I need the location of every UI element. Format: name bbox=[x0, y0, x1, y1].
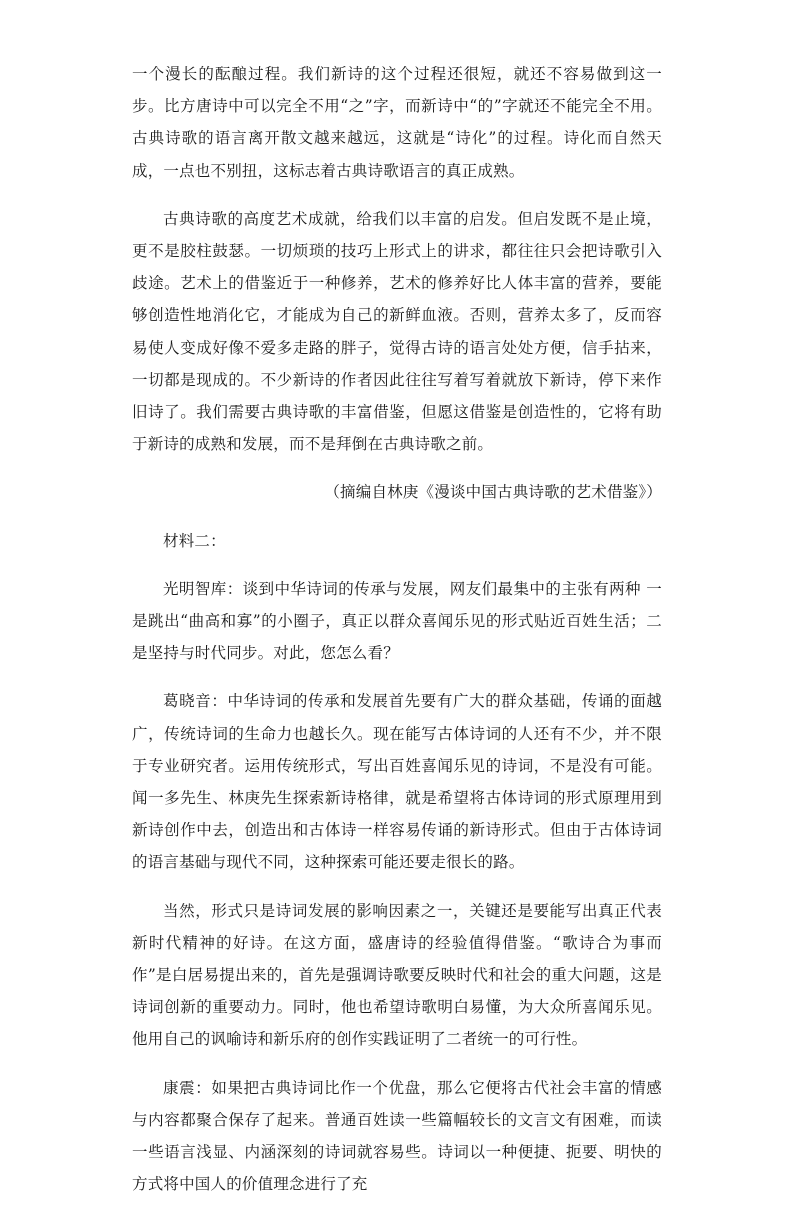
source-citation: （摘编自林庚《漫谈中国古典诗歌的艺术借鉴》） bbox=[324, 483, 662, 502]
material-label: 材料二： bbox=[163, 531, 226, 550]
interview-answer-ge-1: 葛晓音：中华诗词的传承和发展首先要有广大的群众基础，传诵的面越广，传统诗词的生命力也越长久。现在能写古体诗词的人还有不少，并不限于专业研究者。运用传统形式，写出百姓喜闻乐见的诗词，不是没有可能。闻一多先生、林庚先生探索新诗格律，就是希望将古体诗词的形式原理用到新诗创作中去，创造出和古体诗一样容易传诵的新诗形式。但由于古体诗词的语言基础与现代不同，这种探索可能还要走很长的路。 bbox=[132, 692, 662, 872]
interview-answer-kang: 康震：如果把古典诗词比作一个优盘，那么它便将古代社会丰富的情感与内容都聚合保存了起来。普通百姓读一些篇幅较长的文言文有困难，而读一些语言浅显、内涵深刻的诗词就容易些。诗词以一种便捷、扼要、明快的方式将中国人的价值理念进行了充 bbox=[132, 1078, 662, 1194]
paragraph-1: 一个漫长的酝酿过程。我们新诗的这个过程还很短，就还不容易做到这一步。比方唐诗中可以完全不用“之”字，而新诗中“的”字就还不能完全不用。古典诗歌的语言离开散文越来越远，这就是“诗化”的过程。诗化而自然天成，一点也不别扭，这标志着古典诗歌语言的真正成熟。 bbox=[132, 65, 662, 180]
interview-question: 光明智库：谈到中华诗词的传承与发展，网友们最集中的主张有两种 一是跳出“曲高和寡”的小圈子，真正以群众喜闻乐见的形式贴近百姓生活；二是坚持与时代同步。对此，您怎么看？ bbox=[132, 579, 662, 663]
interview-answer-ge-2: 当然，形式只是诗词发展的影响因素之一，关键还是要能写出真正代表新时代精神的好诗。在这方面，盛唐诗的经验值得借鉴。“歌诗合为事而作”是白居易提出来的，首先是强调诗歌要反映时代和社会的重大问题，这是诗词创新的重要动力。同时，他也希望诗歌明白易懂，为大众所喜闻乐见。他用自己的讽喻诗和新乐府的创作实践证明了二者统一的可行性。 bbox=[132, 901, 662, 1049]
document-page bbox=[132, 58, 662, 1217]
paragraph-2: 古典诗歌的高度艺术成就，给我们以丰富的启发。但启发既不是止境，更不是胶柱鼓瑟。一切烦琐的技巧上形式上的讲求，都往往只会把诗歌引入歧途。艺术上的借鉴近于一种修养，艺术的修养好比人体丰富的营养，要能够创造性地消化它，才能成为自己的新鲜血液。否则，营养太多了，反而容易使人变成好像不爱多走路的胖子，觉得古诗的语言处处方便，信手拈来，一切都是现成的。不少新诗的作者因此往往写着写着就放下新诗，停下来作旧诗了。我们需要古典诗歌的丰富借鉴，但愿这借鉴是创造性的，它将有助于新诗的成熟和发展，而不是拜倒在古典诗歌之前。 bbox=[132, 209, 662, 454]
